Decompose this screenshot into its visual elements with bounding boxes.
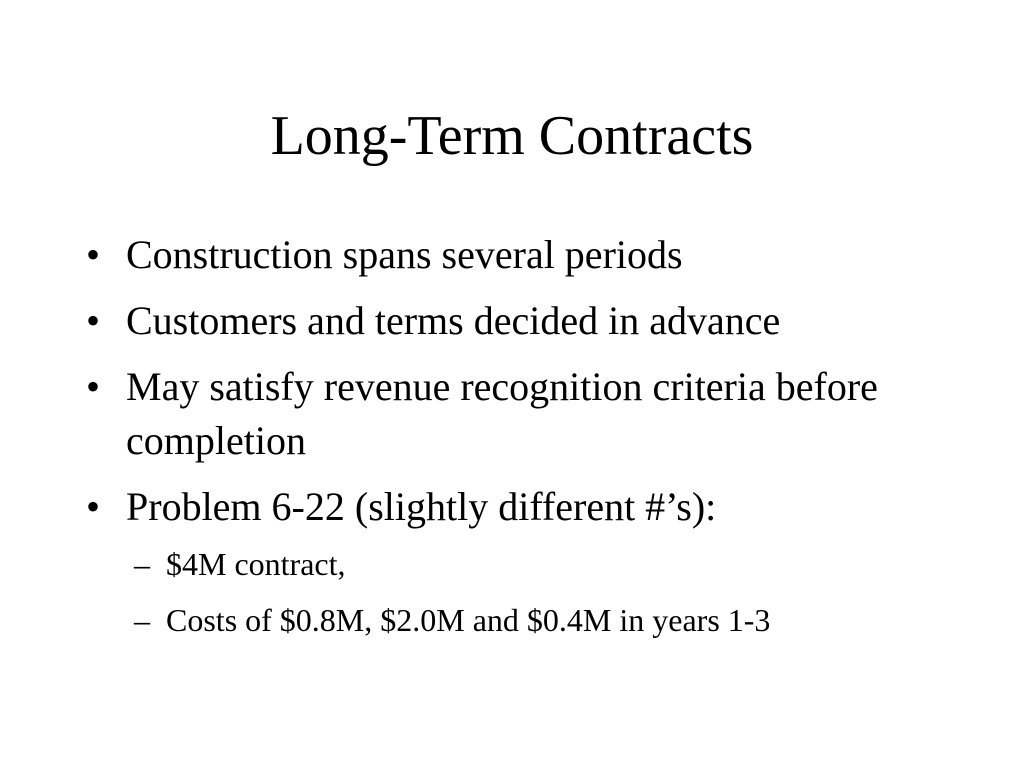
slide-title: Long-Term Contracts — [270, 105, 754, 167]
sub-bullet-text: $4M contract, — [166, 546, 346, 582]
sub-bullet-item — [134, 542, 966, 586]
slide-content — [86, 228, 966, 654]
bullet-text: Customers and terms decided in advance — [126, 298, 781, 343]
bullet-text: Problem 6-22 (slightly different #’s): — [126, 484, 717, 529]
bullet-text: May satisfy revenue recognition criteria before completion — [126, 364, 878, 463]
sub-bullet-marker: – — [134, 602, 150, 638]
bullet-item — [86, 360, 966, 468]
bullet-marker: • — [86, 298, 101, 343]
bullet-marker: • — [86, 484, 101, 529]
bullet-list — [86, 228, 966, 642]
sub-bullet-marker: – — [134, 546, 150, 582]
bullet-marker: • — [86, 232, 101, 277]
bullet-item — [86, 480, 966, 642]
sub-bullet-list — [126, 542, 966, 642]
bullet-item — [86, 294, 966, 348]
bullet-marker: • — [86, 364, 101, 409]
sub-bullet-item — [134, 598, 966, 642]
bullet-item — [86, 228, 966, 282]
bullet-text: Construction spans several periods — [126, 232, 683, 277]
sub-bullet-text: Costs of $0.8M, $2.0M and $0.4M in years 1-3 — [166, 602, 771, 638]
